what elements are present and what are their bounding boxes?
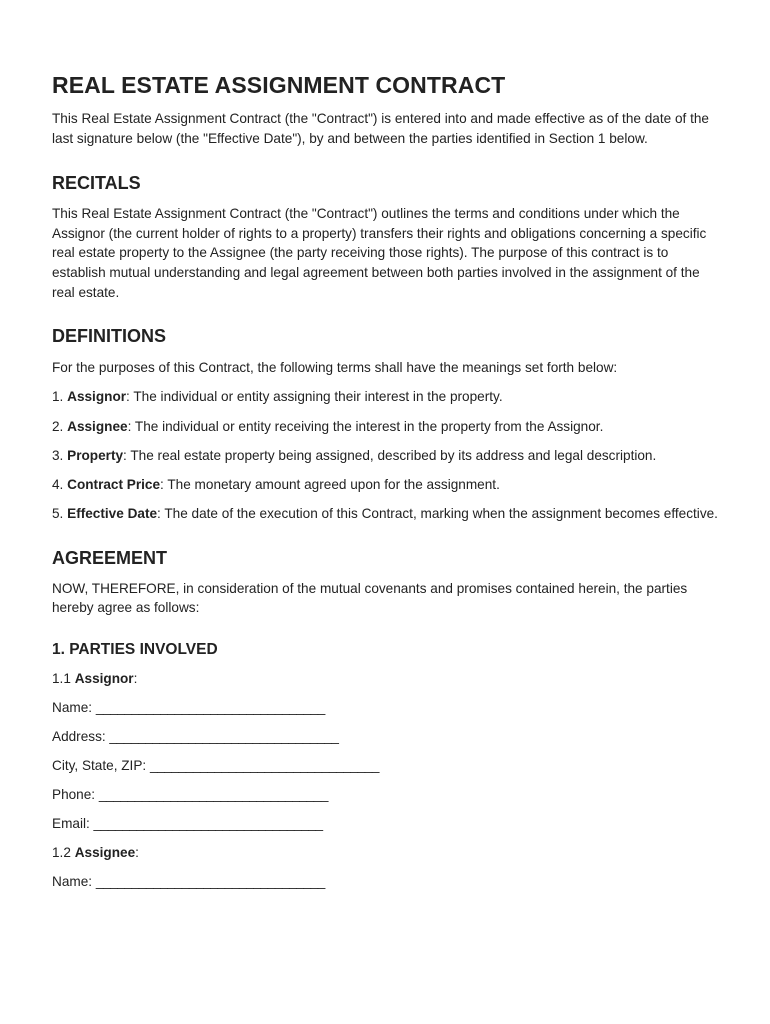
field-label: Address: — [52, 729, 110, 745]
field-blank[interactable]: ________________________________ — [98, 787, 329, 803]
definitions-heading: DEFINITIONS — [52, 326, 167, 347]
subsection-number: 1.2 — [52, 844, 75, 860]
definition-term: Property — [67, 447, 124, 463]
field-blank[interactable]: ________________________________ — [149, 758, 380, 774]
subsection-suffix: : — [135, 844, 139, 860]
recitals-heading: RECITALS — [52, 173, 141, 194]
intro-paragraph: This Real Estate Assignment Contract (the "Contract") is entered into and made effective as of the date of the last signature below (the "Effective Date"), by and between the parties identified in Section 1 below. — [52, 111, 709, 146]
assignor-subheading — [52, 669, 718, 689]
subsection-term: Assignee — [74, 844, 136, 860]
subsection-number: 1.1 — [52, 670, 75, 686]
definition-number: 3. — [52, 447, 68, 463]
subsection-term: Assignor — [74, 670, 134, 686]
definition-text: : The individual or entity receiving the interest in the property from the Assignor. — [127, 418, 604, 434]
definition-term: Effective Date — [67, 506, 158, 522]
agreement-paragraph: NOW, THEREFORE, in consideration of the mutual covenants and promises contained herein, the parties hereby agree as follows: — [52, 580, 688, 616]
field-blank[interactable]: ________________________________ — [109, 729, 339, 745]
assignor-city-state-zip-field[interactable] — [52, 756, 718, 776]
assignor-address-field[interactable] — [52, 727, 718, 747]
definition-number: 4. — [52, 476, 68, 492]
assignee-subheading — [52, 843, 718, 863]
definition-text: : The individual or entity assigning their interest in the property. — [126, 389, 503, 405]
agreement-heading: AGREEMENT — [52, 547, 168, 568]
subsection-suffix: : — [133, 670, 138, 686]
field-label: Name: — [52, 700, 96, 716]
field-label: Phone: — [52, 787, 99, 803]
assignor-email-field[interactable] — [52, 814, 718, 834]
definition-item — [52, 504, 718, 524]
definition-term: Contract Price — [67, 476, 161, 492]
parties-heading: 1. PARTIES INVOLVED — [52, 640, 218, 658]
recitals-paragraph: This Real Estate Assignment Contract (the "Contract") outlines the terms and conditions under which the Assignor (the current holder of rights to a property) transfers their rights and obligations concerning a specific real estate property to the Assignee (the party receiving those rights). The purpose of this contract is to establish mutual understanding and legal agreement between both parties involved in the assignment of the real estate. — [52, 206, 707, 300]
field-blank[interactable]: ________________________________ — [95, 700, 325, 716]
definition-item — [52, 417, 718, 437]
assignee-name-field[interactable] — [52, 872, 718, 892]
assignor-phone-field[interactable] — [52, 785, 718, 805]
document-title: REAL ESTATE ASSIGNMENT CONTRACT — [52, 72, 506, 98]
definition-term: Assignee — [67, 418, 128, 434]
definition-text: : The date of the execution of this Contract, marking when the assignment becomes effective. — [157, 506, 718, 522]
field-label: Name: — [52, 874, 96, 890]
definition-item — [52, 387, 718, 407]
definition-number: 5. — [52, 506, 68, 522]
definition-text: : The real estate property being assigned, described by its address and legal description. — [123, 447, 657, 463]
definition-number: 1. — [52, 389, 68, 405]
field-label: City, State, ZIP: — [52, 758, 150, 774]
field-blank[interactable]: ________________________________ — [93, 816, 323, 831]
definition-number: 2. — [52, 418, 68, 434]
definition-text: : The monetary amount agreed upon for the assignment. — [160, 476, 500, 492]
assignor-name-field[interactable] — [52, 698, 718, 718]
field-label: Email: — [52, 816, 94, 831]
definitions-intro: For the purposes of this Contract, the following terms shall have the meanings set forth below: — [52, 360, 618, 376]
definition-item — [52, 475, 718, 495]
definition-item — [52, 446, 718, 466]
field-blank[interactable]: ________________________________ — [95, 874, 325, 890]
definition-term: Assignor — [67, 389, 127, 405]
